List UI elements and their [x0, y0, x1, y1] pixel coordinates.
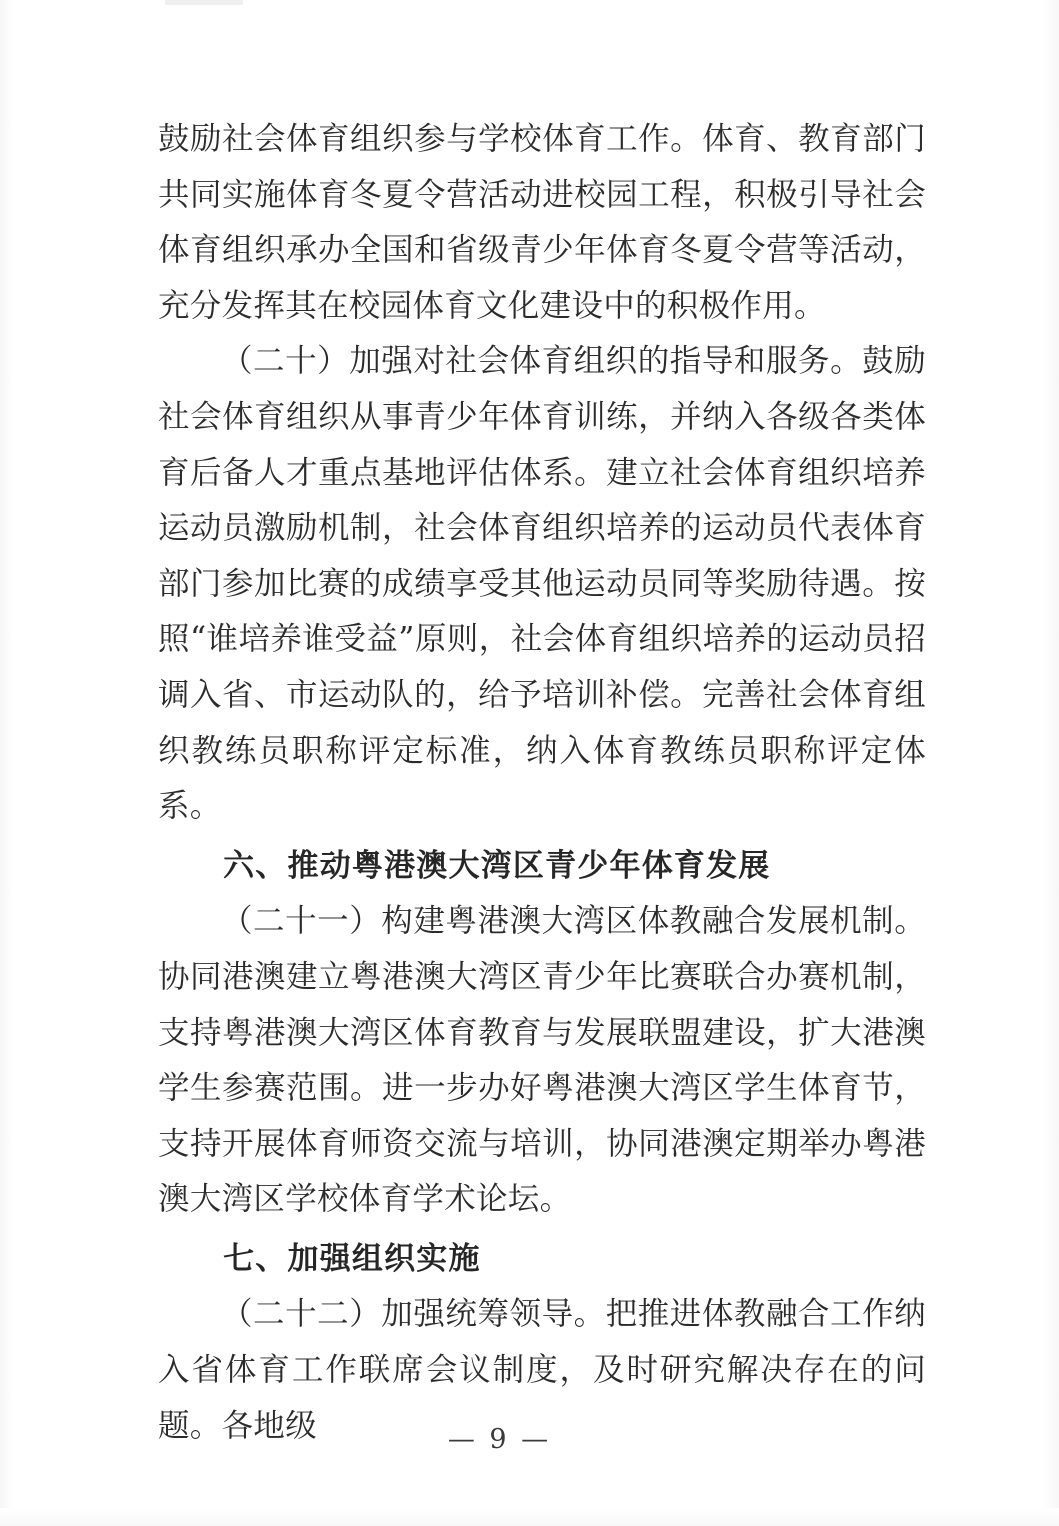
scan-edge-shadow-left	[0, 0, 14, 1526]
scan-edge-shadow-bottom	[0, 1508, 1059, 1526]
paragraph-continuation: 鼓励社会体育组织参与学校体育工作。体育、教育部门共同实施体育冬夏令营活动进校园工程，积极引导社会体育组织承办全国和省级青少年体育冬夏令营等活动，充分发挥其在校园体育文化建设中的积极作用。	[158, 121, 926, 324]
paragraph-item-22: （二十二）加强统筹领导。把推进体教融合工作纳入省体育工作联席会议制度，及时研究解决存在的问题。各地级	[158, 1296, 926, 1444]
section-heading-seven: 七、加强组织实施	[223, 1240, 481, 1277]
scan-edge-shadow-right	[1043, 0, 1059, 1526]
paragraph-item-21: （二十一）构建粤港澳大湾区体教融合发展机制。协同港澳建立粤港澳大湾区青少年比赛联合办赛机制，支持粤港澳大湾区体育教育与发展联盟建设，扩大港澳学生参赛范围。进一步办好粤港澳大湾区学生体育节，支持开展体育师资交流与培训，协同港澳定期举办粤港澳大湾区学校体育学术论坛。	[158, 903, 926, 1218]
document-body	[158, 112, 926, 1454]
page-number: — 9 —	[447, 1424, 552, 1455]
section-heading-six: 六、推动粤港澳大湾区青少年体育发展	[223, 847, 771, 884]
paragraph-item-20: （二十）加强对社会体育组织的指导和服务。鼓励社会体育组织从事青少年体育训练，并纳入各级各类体育后备人才重点基地评估体系。建立社会体育组织培养运动员激励机制，社会体育组织培养的运动员代表体育部门参加比赛的成绩享受其他运动员同等奖励待遇。按照“谁培养谁受益”原则，社会体育组织培养的运动员招调入省、市运动队的，给予培训补偿。完善社会体育组织教练员职称评定标准，纳入体育教练员职称评定体系。	[158, 343, 926, 825]
scan-artifact-top-band	[165, 0, 243, 5]
